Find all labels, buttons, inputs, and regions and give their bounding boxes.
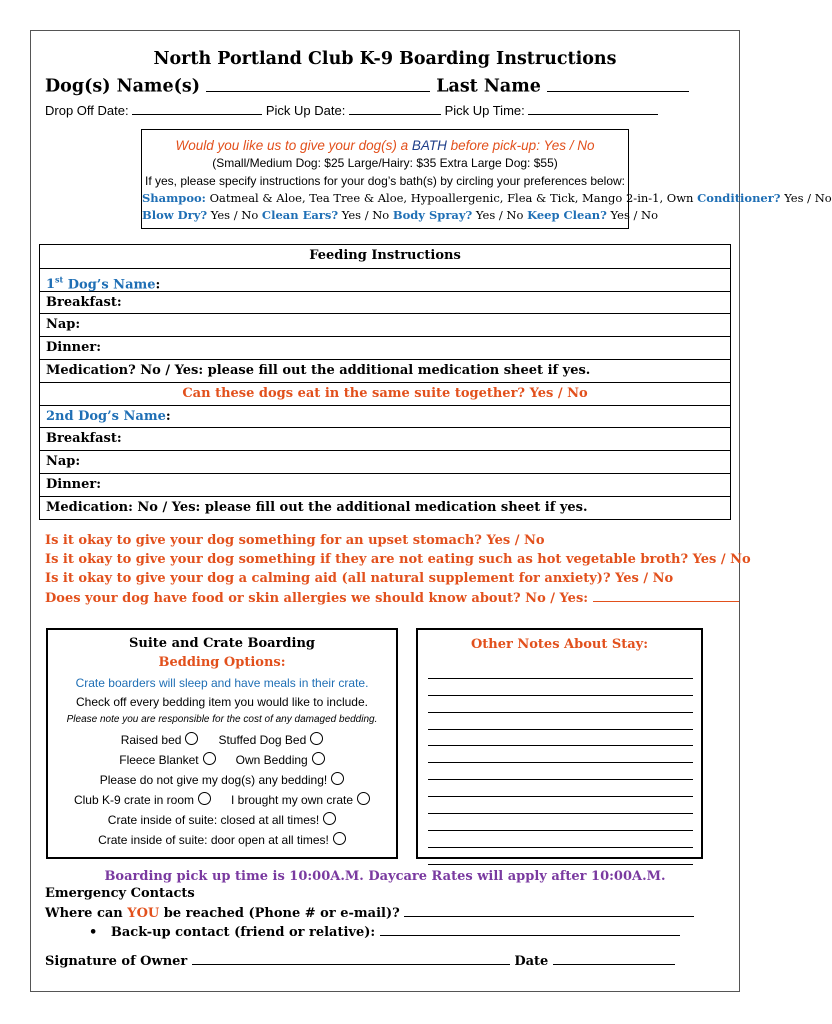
stuffed-bed-radio[interactable] — [310, 732, 323, 745]
allergies-question-text: Does your dog have food or skin allergies we should know about? No / Yes: — [45, 591, 589, 606]
shampoo-label: Shampoo: — [142, 191, 206, 205]
no-bedding-label: Please do not give my dog(s) any bedding! — [99, 773, 328, 787]
care-questions — [45, 531, 751, 608]
same-suite-row[interactable]: Can these dogs eat in the same suite together? Yes / No — [40, 382, 730, 405]
own-bedding-label: Own Bedding — [235, 753, 308, 767]
body-spray-label: Body Spray? — [392, 208, 473, 222]
own-crate-radio[interactable] — [357, 792, 370, 805]
notes-line[interactable] — [428, 679, 693, 696]
notes-line[interactable] — [428, 746, 693, 763]
bedding-row-5 — [48, 812, 396, 828]
date-field[interactable] — [553, 951, 675, 965]
raised-bed-radio[interactable] — [185, 732, 198, 745]
primary-contact-line — [45, 903, 694, 923]
emergency-section — [45, 885, 694, 942]
door-closed-radio[interactable] — [323, 812, 336, 825]
door-open-radio[interactable] — [333, 832, 346, 845]
signature-field[interactable] — [192, 951, 510, 965]
dog1-name-row[interactable]: 1st Dog’s Name: — [40, 268, 730, 291]
club-crate-radio[interactable] — [198, 792, 211, 805]
date-label: Date — [514, 954, 549, 969]
pick-up-time-field[interactable] — [528, 101, 658, 115]
dog2-dinner-row[interactable]: Dinner: — [40, 473, 730, 496]
backup-label: Back-up contact (friend or relative): — [110, 925, 376, 940]
bedding-row-3 — [48, 772, 396, 788]
body-spray-yes-no: Yes / No — [472, 208, 524, 222]
notes-line[interactable] — [428, 814, 693, 831]
dog2-name-row[interactable]: 2nd Dog’s Name: — [40, 405, 730, 428]
pick-up-date-field[interactable] — [349, 101, 441, 115]
bedding-row-4 — [48, 792, 396, 808]
dog-names-field[interactable] — [206, 73, 430, 92]
notes-line[interactable] — [428, 713, 693, 730]
conditioner-label: Conditioner? — [697, 191, 781, 205]
dog2-medication-row[interactable]: Medication: No / Yes: please fill out the additional medication sheet if yes. — [40, 496, 730, 519]
notes-lines[interactable] — [428, 662, 693, 865]
suite-title: Suite and Crate Boarding — [129, 636, 315, 651]
backup-contact-line — [45, 922, 694, 942]
dog1-breakfast-row[interactable]: Breakfast: — [40, 291, 730, 314]
signature-label: Signature of Owner — [45, 954, 188, 969]
bath-question[interactable] — [142, 138, 628, 153]
backup-contact-field[interactable] — [380, 922, 680, 936]
dog2-name-label: 2nd Dog’s Name — [46, 408, 166, 424]
cost-note: Please note you are responsible for the cost of any damaged bedding. — [66, 714, 378, 725]
dog-names-label: Dog(s) Name(s) — [45, 76, 200, 97]
dog1-medication-row[interactable]: Medication? No / Yes: please fill out the additional medication sheet if yes. — [40, 359, 730, 382]
dog1-sup — [46, 274, 156, 293]
bullet-icon: • — [89, 925, 98, 940]
grooming-line[interactable] — [142, 208, 659, 222]
conditioner-yes-no: Yes / No — [780, 191, 832, 205]
bedding-row-1 — [48, 732, 396, 748]
notes-line[interactable] — [428, 780, 693, 797]
door-closed-label: Crate inside of suite: closed at all times! — [107, 813, 320, 827]
form-title: North Portland Club K-9 Boarding Instructions — [153, 49, 617, 69]
feeding-title: Feeding Instructions — [309, 248, 461, 263]
allergies-question[interactable] — [45, 588, 751, 608]
names-line — [45, 73, 689, 97]
shampoo-line[interactable] — [142, 191, 832, 205]
dog1-dinner-row[interactable]: Dinner: — [40, 336, 730, 359]
dog1-name-label: Dog’s Name — [63, 277, 156, 293]
notes-line[interactable] — [428, 730, 693, 747]
dog2-breakfast-row[interactable]: Breakfast: — [40, 427, 730, 450]
calming-aid-question[interactable]: Is it okay to give your dog a calming aid (all natural supplement for anxiety)? Yes / No — [45, 571, 674, 586]
own-bedding-radio[interactable] — [312, 752, 325, 765]
allergies-field[interactable] — [593, 588, 739, 602]
broth-question[interactable]: Is it okay to give your dog something if they are not eating such as hot vegetable broth? Yes / No — [45, 552, 751, 567]
notes-line[interactable] — [428, 797, 693, 814]
clean-ears-label: Clean Ears? — [261, 208, 339, 222]
bath-box — [141, 129, 832, 229]
bath-question-suffix: before pick-up: Yes / No — [446, 138, 595, 153]
notes-line[interactable] — [428, 696, 693, 713]
suite-crate-box — [46, 628, 398, 859]
pick-up-date-label: Pick Up Date: — [265, 103, 346, 118]
crate-note: Crate boarders will sleep and have meals in their crate. — [75, 676, 369, 690]
drop-off-label: Drop Off Date: — [45, 103, 129, 118]
bath-word: BATH — [411, 138, 447, 153]
notes-line[interactable] — [428, 662, 693, 679]
bedding-row-6 — [48, 832, 396, 848]
blow-dry-yes-no: Yes / No — [207, 208, 259, 222]
keep-clean-yes-no: Yes / No — [606, 208, 659, 222]
form-page — [30, 30, 832, 992]
pickup-note: Boarding pick up time is 10:00A.M. Daycare Rates will apply after 10:00A.M. — [104, 869, 666, 884]
signature-line — [45, 951, 675, 969]
notes-title: Other Notes About Stay: — [470, 637, 649, 652]
shampoo-options: Oatmeal & Aloe, Tea Tree & Aloe, Hypoallergenic, Flea & Tick, Mango 2-in-1, Own — [205, 191, 698, 205]
fleece-blanket-radio[interactable] — [203, 752, 216, 765]
notes-box — [416, 628, 703, 859]
drop-off-field[interactable] — [132, 101, 262, 115]
bath-prices: (Small/Medium Dog: $25 Large/Hairy: $35 Extra Large Dog: $55) — [212, 156, 558, 170]
dog2-nap-row[interactable]: Nap: — [40, 450, 730, 473]
stuffed-bed-label: Stuffed Dog Bed — [218, 733, 307, 747]
notes-line[interactable] — [428, 831, 693, 848]
pick-up-time-label: Pick Up Time: — [444, 103, 525, 118]
dog1-ordinal: 1st — [46, 274, 64, 293]
keep-clean-label: Keep Clean? — [527, 208, 607, 222]
notes-line[interactable] — [428, 763, 693, 780]
bath-question-prefix: Would you like us to give your dog(s) a — [175, 138, 412, 153]
emergency-title: Emergency Contacts — [45, 886, 195, 901]
last-name-field[interactable] — [547, 73, 689, 92]
dates-line — [45, 101, 658, 118]
door-open-label: Crate inside of suite: door open at all times! — [98, 833, 329, 847]
no-bedding-radio[interactable] — [331, 772, 344, 785]
last-name-label: Last Name — [436, 76, 541, 97]
raised-bed-label: Raised bed — [120, 733, 182, 747]
clean-ears-yes-no: Yes / No — [338, 208, 390, 222]
check-note: Check off every bedding item you would like to include. — [76, 695, 368, 709]
fleece-blanket-label: Fleece Blanket — [119, 753, 199, 767]
dog1-nap-row[interactable]: Nap: — [40, 313, 730, 336]
primary-contact-field[interactable] — [404, 903, 694, 917]
own-crate-label: I brought my own crate — [231, 793, 354, 807]
where-prefix: Where can — [45, 905, 128, 921]
notes-line[interactable] — [428, 848, 693, 865]
blow-dry-label: Blow Dry? — [142, 208, 208, 222]
club-crate-label: Club K-9 crate in room — [73, 793, 194, 807]
bath-instructions: If yes, please specify instructions for your dog’s bath(s) by circling your preferences below: — [145, 174, 625, 188]
where-you: YOU — [127, 905, 160, 921]
bedding-row-2 — [48, 752, 396, 768]
feeding-table — [39, 244, 731, 520]
upset-stomach-question[interactable]: Is it okay to give your dog something for an upset stomach? Yes / No — [45, 533, 545, 548]
where-suffix: be reached (Phone # or e-mail)? — [159, 905, 400, 921]
bedding-title: Bedding Options: — [158, 655, 286, 670]
